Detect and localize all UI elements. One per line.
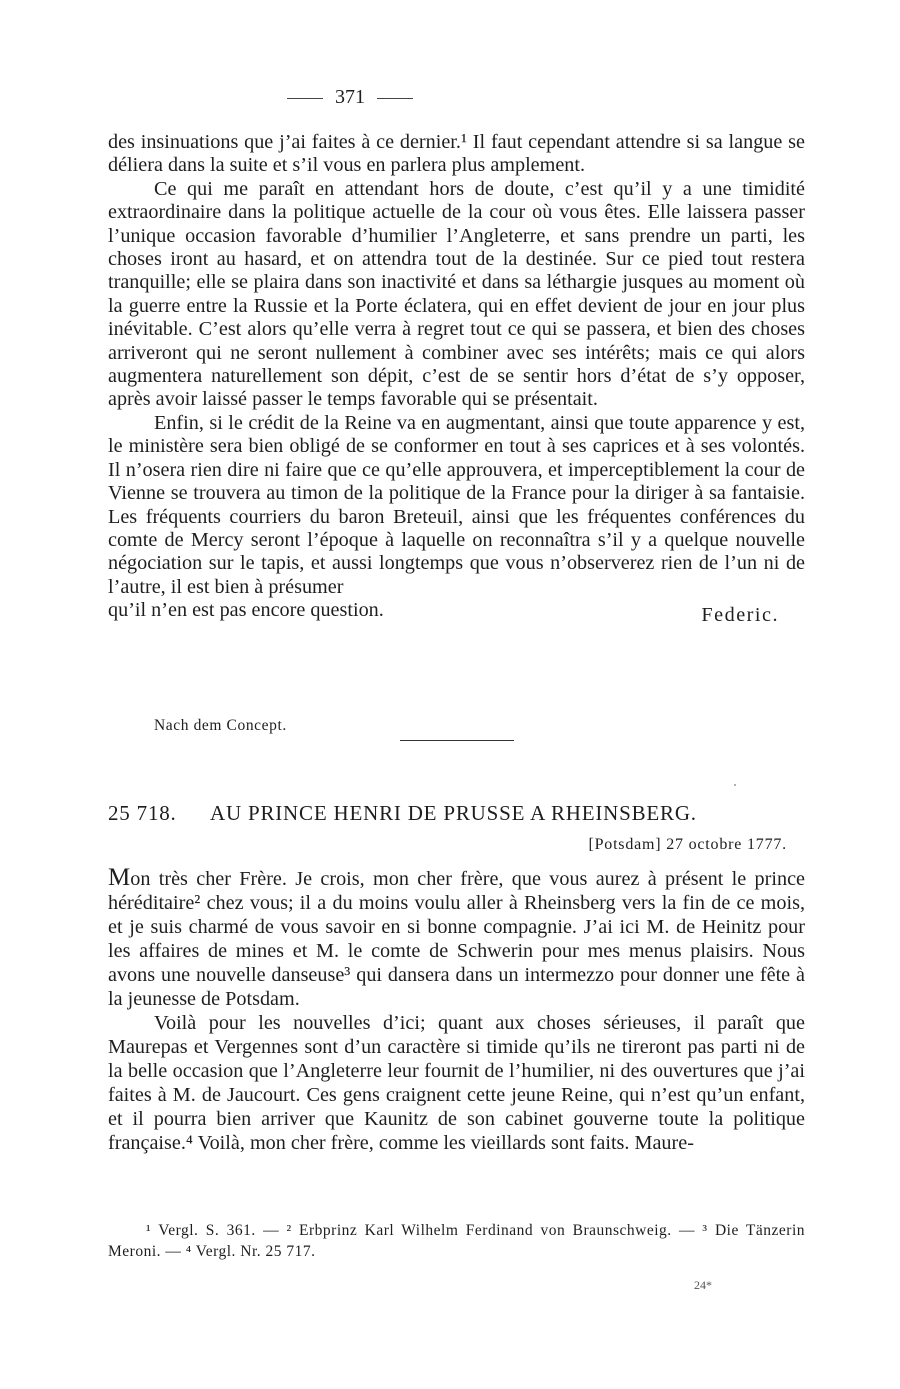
closing-text: qu’il n’en est pas encore question. bbox=[108, 599, 384, 622]
letter-number: 25 718. bbox=[108, 801, 177, 825]
footnote-text: ¹ Vergl. S. 361. — ² Erbprinz Karl Wilhelm Ferdinand von Braunschweig. — ³ Die Tänzerin Meroni. — ⁴ Vergl. Nr. 25 717. bbox=[108, 1222, 805, 1260]
paragraph: Ce qui me paraît en attendant hors de doute, c’est qu’il y a une timidité extraordinaire dans la politique actuelle de la cour où vous êtes. Elle laissera passer l’unique occasion favorable d’humilier l’Angleterre, et sans prendre un parti, les choses iront au hasard, et on attendra tout de la destinée. Sur ce pied tout restera tranquille; elle se plaira dans son inactivité et dans sa léthargie jusques au moment où la guerre entre la Russie et la Porte éclatera, qui en effet devient de jour en jour plus inévitable. C’est alors qu’elle verra à regret tout ce qui se passera, et bien des choses arriveront qui ne seront nullement à combiner avec ses intérêts; mais ce qui alors augmentera naturellement son dépit, c’est de se sentir hors d’état de s’y opposer, après avoir laissé passer le temps favorable qui se présentait. bbox=[108, 177, 805, 411]
printer-signature-mark: 24* bbox=[694, 1278, 712, 1292]
letter-text bbox=[108, 866, 805, 1155]
source-note: Nach dem Concept. bbox=[154, 717, 287, 734]
paragraph-text: on très cher Frère. Je crois, mon cher frère, que vous aurez à présent le prince héréditaire² chez vous; il a du moins voulu aller à Rheinsberg vers la fin de ce mois, et je suis charmé de vous savoir en si bonne compagnie. J’ai ici M. de Heinitz pour les affaires de mines et M. le comte de Schwerin pour mes menus plaisirs. Nous avons une nouvelle danseuse³ qui dansera dans un intermezzo pour donner une fête à la jeunesse de Potsdam. bbox=[108, 868, 805, 1010]
paragraph: Voilà pour les nouvelles d’ici; quant aux choses sérieuses, il paraît que Maurepas et Vergennes sont d’un caractère si timide qu’ils ne tireront pas parti ni de la belle occasion que l’Angleterre leur fournit de l’humilier, ni des ouvertures que j’ai faites à M. de Jaucourt. Ces gens craignent cette jeune Reine, qui n’est qu’un enfant, et il pourra bien arriver que Kaunitz de son cabinet gouverne toute la politique française.⁴ Voilà, mon cher frère, comme les vieillards sont faits. Maure- bbox=[108, 1012, 805, 1154]
footnotes bbox=[108, 1220, 805, 1262]
header-rule-right bbox=[377, 98, 413, 99]
paragraph: des insinuations que j’ai faites à ce dernier.¹ Il faut cependant attendre si sa langue se déliera dans la suite et s’il vous en parlera plus amplement. bbox=[108, 131, 805, 177]
signature: Federic. bbox=[701, 604, 779, 627]
page-number: 371 bbox=[335, 86, 365, 108]
closing-line bbox=[108, 599, 805, 627]
letter-title: AU PRINCE HENRI DE PRUSSE A RHEINSBERG. bbox=[210, 801, 697, 825]
paragraph bbox=[108, 866, 805, 1011]
section-divider bbox=[400, 740, 514, 741]
paragraph: Enfin, si le crédit de la Reine va en augmentant, ainsi que toute apparence y est, le ministère sera bien obligé de se conformer en tout à ses caprices et à ses volontés. Il n’osera rien dire ni faire que ce qu’elle approuvera, et imperceptiblement la cour de Vienne se trouvera au timon de la politique de la France pour la diriger à sa fantaisie. Les fréquents courriers du baron Breteuil, ainsi que les fréquentes conférences du comte de Mercy seront l’époque à laquelle on reconnaîtra s’il y a quelque nouvelle négociation sur le tapis, et aussi longtemps que vous n’observerez rien de l’un ni de l’autre, il est bien à présumer bbox=[108, 411, 805, 598]
header-rule-left bbox=[287, 98, 323, 99]
drop-cap: M bbox=[108, 864, 131, 891]
letter-heading bbox=[108, 801, 805, 826]
previous-letter-text bbox=[108, 131, 805, 627]
ink-speck bbox=[734, 784, 736, 786]
page-header bbox=[270, 86, 430, 109]
dateline: [Potsdam] 27 octobre 1777. bbox=[588, 836, 787, 853]
